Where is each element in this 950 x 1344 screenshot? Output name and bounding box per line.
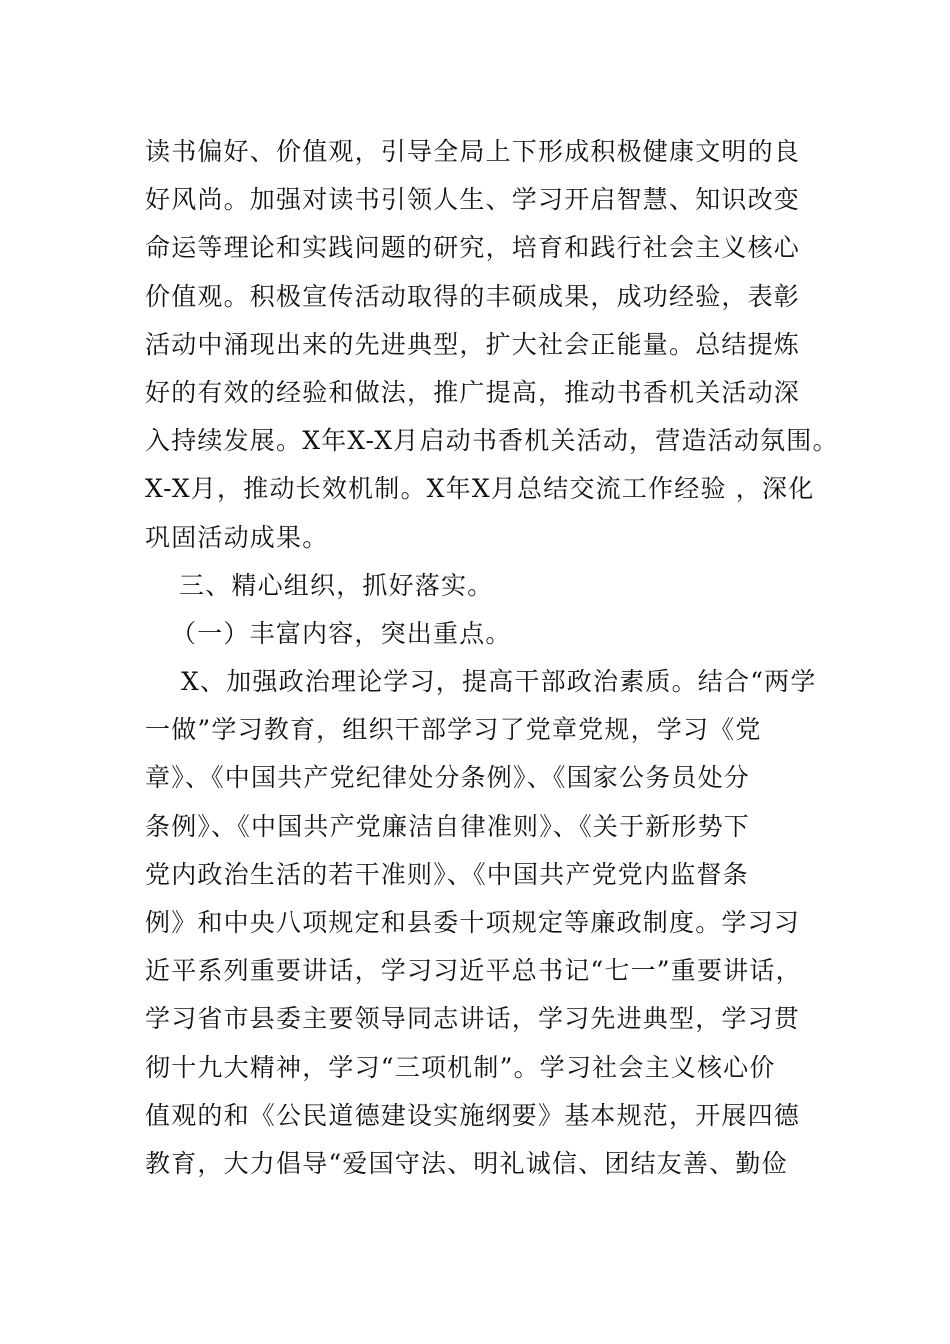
text-line: 命运等理论和实践问题的研究，培育和践行社会主义核心 (145, 233, 801, 263)
text-line: 价值观。积极宣传活动取得的丰硕成果，成功经验，表彰 (145, 281, 801, 311)
text-line: 活动中涌现出来的先进典型，扩大社会正能量。总结提炼 (145, 329, 801, 359)
text-line: X-X月，推动长效机制。X年X月总结交流工作经验 ，深化 (145, 474, 815, 504)
text-line: 彻十九大精神，学习“三项机制”。学习社会主义核心价 (145, 1052, 776, 1082)
text-line: 条例》、《中国共产党廉洁自律准则》、《关于新形势下 (145, 811, 751, 841)
text-line: 值观的和《公民道德建设实施纲要》基本规范，开展四德 (145, 1100, 801, 1130)
text-line: 学习省市县委主要领导同志讲话，学习先进典型，学习贯 (145, 1004, 801, 1034)
section-heading: 三、精心组织，抓好落实。 (179, 570, 494, 600)
text-line: 党内政治生活的若干准则》、《中国共产党党内监督条 (145, 859, 749, 889)
text-line: 入持续发展。X年X-X月启动书香机关活动，营造活动氛围。 (145, 426, 839, 456)
text-line: 教育，大力倡导“爱国守法、明礼诚信、团结友善、勤俭 (145, 1148, 788, 1178)
text-line: 巩固活动成果。 (145, 522, 329, 552)
text-line: 例》和中央八项规定和县委十项规定等廉政制度。学习习 (145, 908, 801, 937)
text-line: 好风尚。加强对读书引领人生、学习开启智慧、知识改变 (145, 185, 801, 215)
text-line: 读书偏好、价值观，引导全局上下形成积极健康文明的良 (145, 137, 801, 166)
text-line: X、加强政治理论学习，提高干部政治素质。结合“两学 (181, 667, 817, 697)
text-line: 一做”学习教育，组织干部学习了党章党规，学习《党 (145, 715, 762, 745)
document-body (145, 128, 839, 1188)
text-line: 章》、《中国共产党纪律处分条例》、《国家公务员处分 (145, 763, 751, 793)
subsection-heading: （一）丰富内容，突出重点。 (171, 618, 512, 648)
text-line: 近平系列重要讲话，学习习近平总书记“七一”重要讲话， (145, 956, 802, 986)
text-line: 好的有效的经验和做法，推广提高，推动书香机关活动深 (145, 377, 801, 407)
